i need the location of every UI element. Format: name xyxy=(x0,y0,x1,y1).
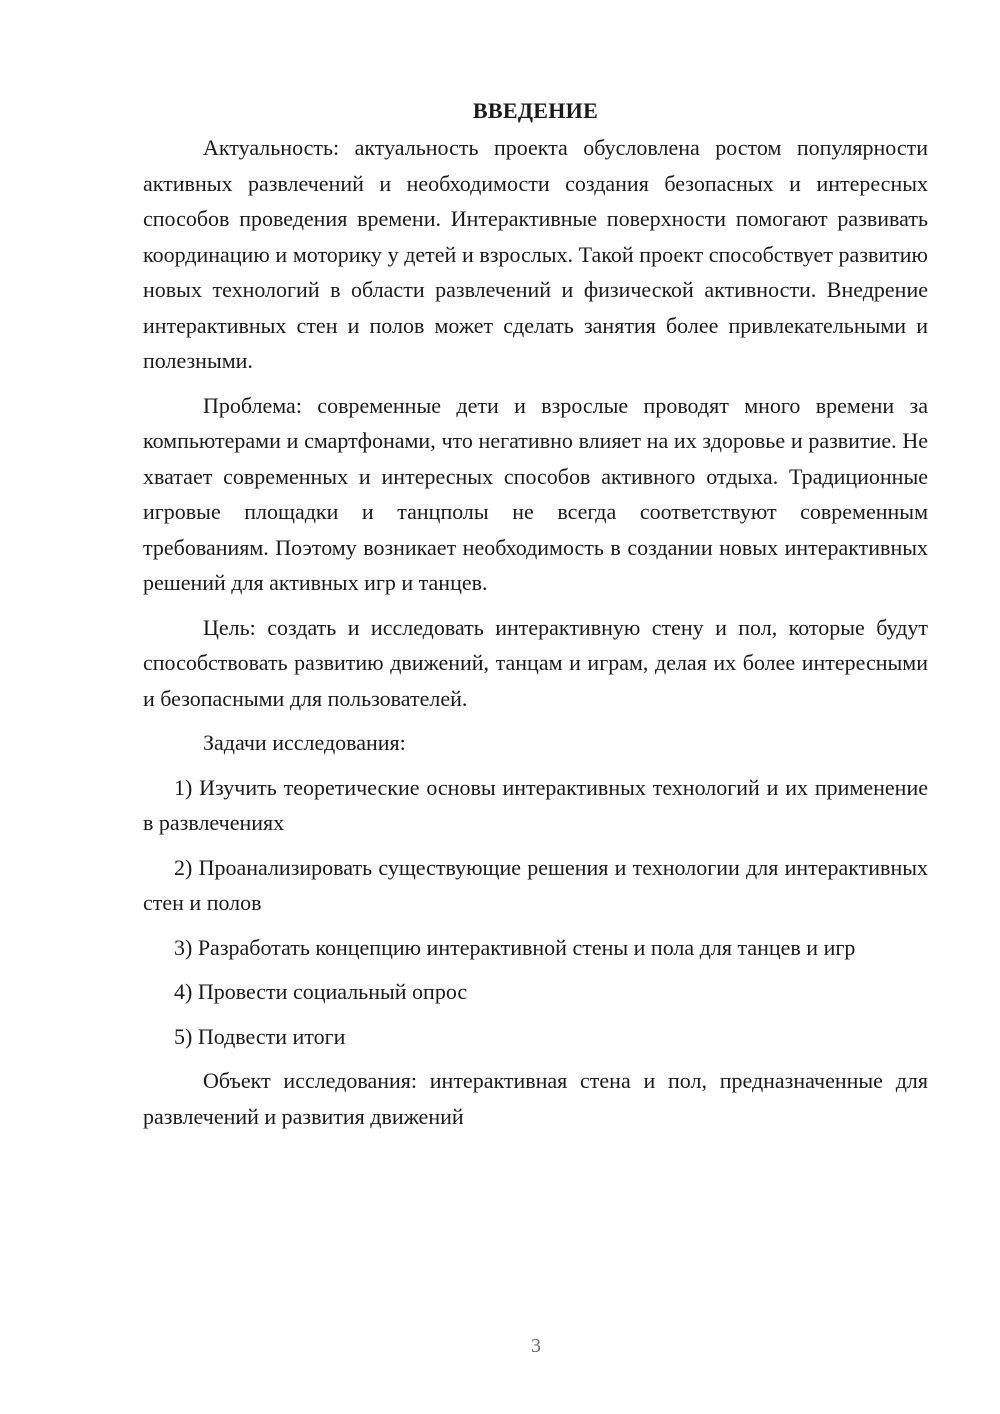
paragraph-research-object: Объект исследования: интерактивная стена и пол, предназначенные для развлечений и развития движений xyxy=(143,1068,928,1129)
section-heading: ВВЕДЕНИЕ xyxy=(472,98,599,123)
paragraph-relevance: Актуальность: актуальность проекта обусловлена ростом популярности активных развлечений и необходимости создания безопасных и интересных способов проведения времени. Интерактивные поверхности помогают развивать координацию и моторику у детей и взрослых. Такой проект способствует развитию новых технологий в области развлечений и физической активности. Внедрение интерактивных стен и полов может сделать занятия более привлекательными и полезными. xyxy=(143,135,928,373)
task-item-3: 3) Разработать концепцию интерактивной стены и пола для танцев и игр xyxy=(174,934,856,960)
task-item-1: 1) Изучить теоретические основы интерактивных технологий и их применение в развлечениях xyxy=(143,774,928,835)
task-item-4: 4) Провести социальный опрос xyxy=(174,979,468,1004)
page-content xyxy=(143,96,928,1143)
task-item-5: 5) Подвести итоги xyxy=(174,1023,346,1049)
paragraph-tasks-intro: Задачи исследования: xyxy=(203,730,406,755)
task-item-2: 2) Проанализировать существующие решения и технологии для интерактивных стен и полов xyxy=(143,854,928,915)
paragraph-problem: Проблема: современные дети и взрослые проводят много времени за компьютерами и смартфонами, что негативно влияет на их здоровье и развитие. Не хватает современных и интересных способов активного отдыха. Традиционные игровые площадки и танцполы не всегда соответствуют современным требованиям. Поэтому возникает необходимость в создании новых интерактивных решений для активных игр и танцев. xyxy=(143,392,928,595)
page-number: 3 xyxy=(531,1335,541,1357)
paragraph-goal: Цель: создать и исследовать интерактивную стену и пол, которые будут способствовать развитию движений, танцам и играм, делая их более интересными и безопасными для пользователей. xyxy=(143,614,928,711)
